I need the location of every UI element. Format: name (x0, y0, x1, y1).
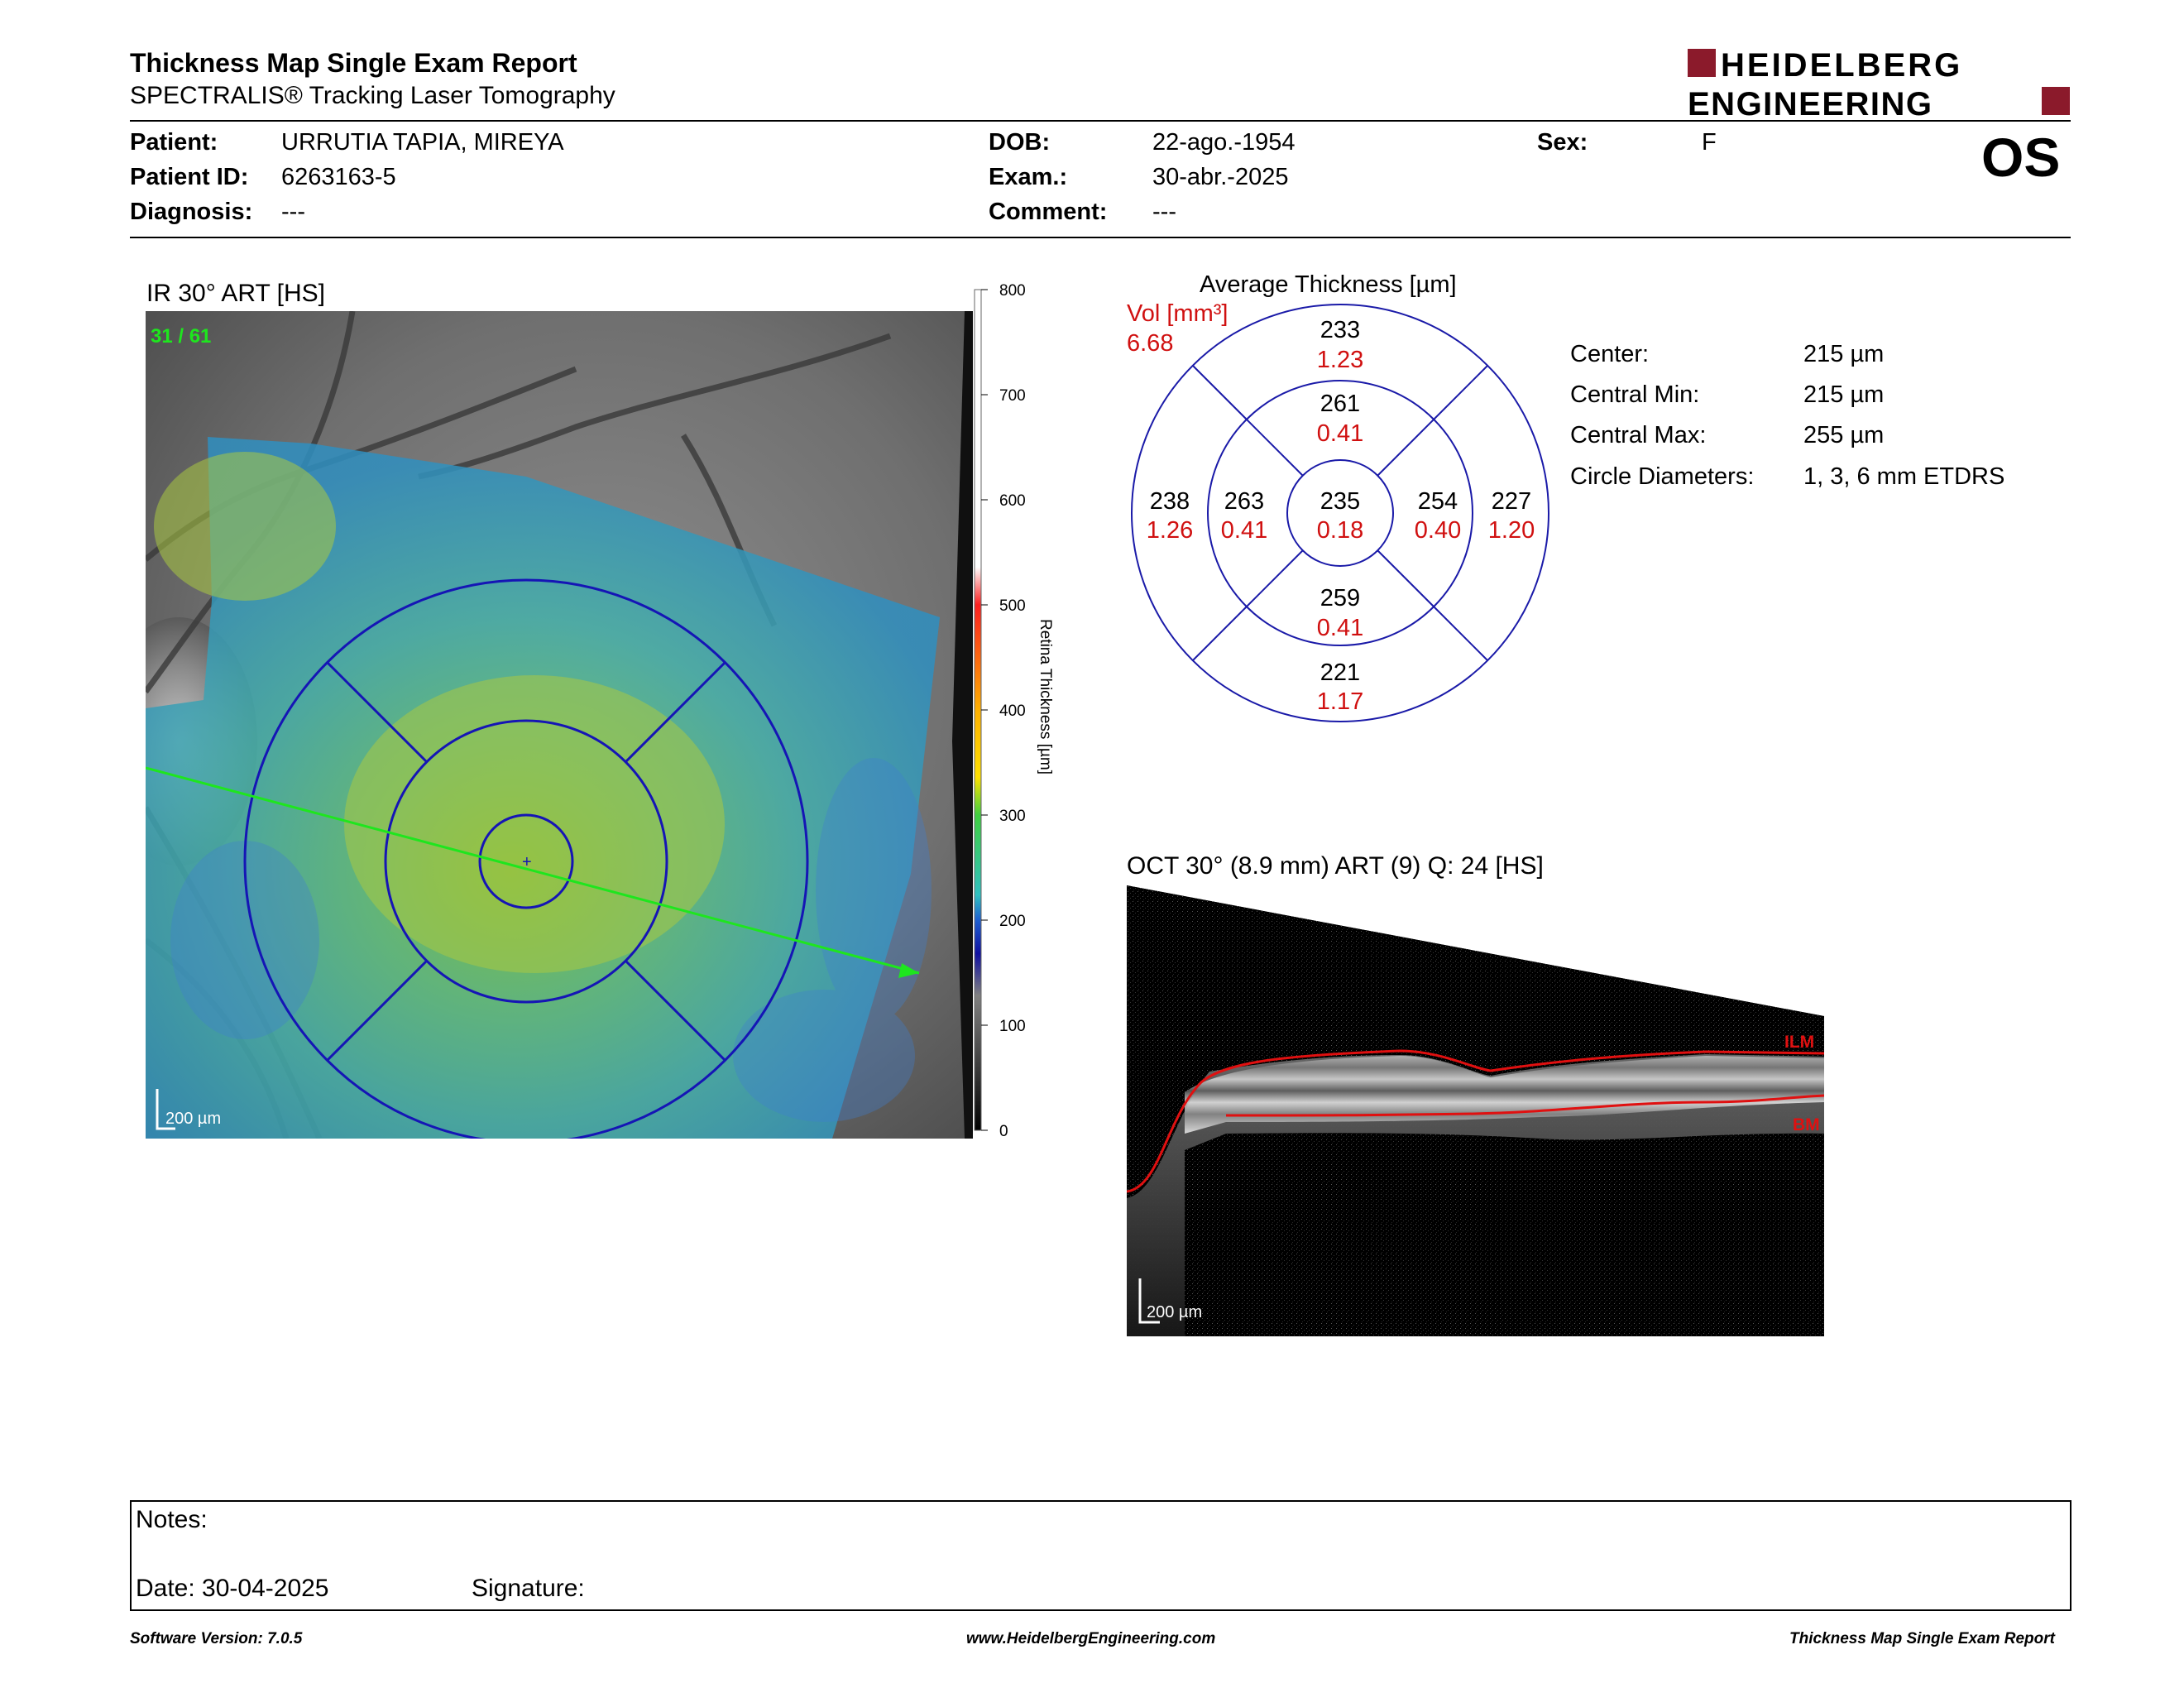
thickness-inner-inferior: 259 (1320, 585, 1361, 611)
patient-name: URRUTIA TAPIA, MIREYA (281, 129, 564, 156)
volume-center: 0.18 (1316, 517, 1364, 544)
center-value: 215 µm (1803, 341, 1885, 367)
notes-label: Notes: (136, 1506, 208, 1533)
volume-outer-nasal: 1.20 (1487, 517, 1535, 544)
notes-box (130, 1500, 2071, 1611)
exam-date: 30-abr.-2025 (1152, 164, 1289, 190)
logo-text-bottom: ENGINEERING (1688, 86, 1933, 118)
dob-value: 22-ago.-1954 (1152, 129, 1296, 156)
date-label: Date: 30-04-2025 (136, 1575, 329, 1602)
sex-value: F (1702, 129, 1717, 156)
comment-value: --- (1152, 199, 1176, 225)
thickness-center: 235 (1320, 488, 1361, 515)
volume-total: 6.68 (1127, 330, 1174, 357)
volume-inner-temporal: 0.41 (1220, 517, 1268, 544)
patient-rule (130, 237, 2071, 238)
header-rule (130, 120, 2071, 122)
thickness-outer-nasal: 227 (1491, 488, 1532, 515)
circle-diameters-label: Circle Diameters: (1570, 463, 1755, 490)
comment-label: Comment: (989, 199, 1108, 225)
circle-diameters-value: 1, 3, 6 mm ETDRS (1803, 463, 2005, 490)
fovea-marker: + (522, 853, 532, 871)
colorbar-tick-label: 800 (999, 282, 1026, 300)
colorbar-tick-label: 700 (999, 387, 1026, 405)
thickness-outer-superior: 233 (1320, 317, 1361, 343)
colorbar-tick-label: 0 (999, 1123, 1008, 1140)
thickness-outer-temporal: 238 (1149, 488, 1190, 515)
report-subtitle: SPECTRALIS® Tracking Laser Tomography (130, 82, 615, 109)
thickness-inner-nasal: 254 (1417, 488, 1458, 515)
volume-inner-superior: 0.41 (1316, 420, 1364, 447)
ir-thickness-map (146, 311, 973, 1139)
colorbar-tick-label: 100 (999, 1018, 1026, 1035)
volume-inner-nasal: 0.40 (1414, 517, 1462, 544)
central-min-value: 215 µm (1803, 381, 1885, 408)
heidelberg-logo (1688, 46, 2070, 118)
ir-image-title: IR 30° ART [HS] (146, 280, 325, 307)
etdrs-thickness-chart (1125, 298, 1555, 728)
colorbar-tick-label: 200 (999, 913, 1026, 930)
colorbar-tick-label: 500 (999, 597, 1026, 615)
oct-scale-label: 200 µm (1147, 1303, 1203, 1321)
patient-id: 6263163-5 (281, 164, 396, 190)
colorbar-ticks (981, 282, 1026, 1140)
logo-text-top: HEIDELBERG (1721, 47, 1963, 84)
center-label: Center: (1570, 341, 1650, 367)
eye-indicator: OS (1981, 127, 2061, 188)
software-version: Software Version: 7.0.5 (130, 1630, 303, 1647)
ilm-label: ILM (1784, 1033, 1815, 1052)
bm-label: BM (1793, 1115, 1820, 1134)
volume-outer-inferior: 1.17 (1316, 688, 1364, 715)
average-thickness-title: Average Thickness [µm] (1200, 271, 1457, 298)
thickness-outer-inferior: 221 (1320, 659, 1361, 686)
frame-counter: 31 / 61 (151, 325, 212, 348)
logo-square-bottom (2042, 87, 2070, 115)
dob-label: DOB: (989, 129, 1051, 156)
sex-label: Sex: (1537, 129, 1588, 156)
volume-outer-temporal: 1.26 (1146, 517, 1194, 544)
colorbar-tick-label: 300 (999, 808, 1026, 825)
central-min-label: Central Min: (1570, 381, 1700, 408)
thickness-inner-temporal: 263 (1224, 488, 1265, 515)
volume-inner-inferior: 0.41 (1316, 615, 1364, 641)
diagnosis-value: --- (281, 199, 305, 225)
thickness-inner-superior: 261 (1320, 391, 1361, 417)
volume-label: Vol [mm³] (1127, 300, 1228, 327)
colorbar-tick-label: 600 (999, 492, 1026, 510)
website[interactable]: www.HeidelbergEngineering.com (966, 1630, 1216, 1647)
signature-label: Signature: (472, 1575, 585, 1602)
central-max-value: 255 µm (1803, 422, 1885, 448)
thickness-colorbar (971, 281, 1062, 1142)
exam-label: Exam.: (989, 164, 1068, 190)
volume-outer-superior: 1.23 (1316, 347, 1364, 373)
oct-bscan (1127, 885, 1824, 1336)
colorbar-gradient (975, 290, 981, 1130)
central-max-label: Central Max: (1570, 422, 1707, 448)
patient-id-label: Patient ID: (130, 164, 249, 190)
patient-label: Patient: (130, 129, 218, 156)
colorbar-label: Retina Thickness [µm] (1037, 619, 1054, 774)
logo-square-top (1688, 49, 1716, 77)
oct-image-title: OCT 30° (8.9 mm) ART (9) Q: 24 [HS] (1127, 852, 1544, 880)
colorbar-tick-label: 400 (999, 703, 1026, 720)
ir-scale-label: 200 µm (165, 1110, 222, 1128)
footer-report-name: Thickness Map Single Exam Report (1789, 1630, 2055, 1647)
report-title: Thickness Map Single Exam Report (130, 48, 577, 78)
diagnosis-label: Diagnosis: (130, 199, 253, 225)
